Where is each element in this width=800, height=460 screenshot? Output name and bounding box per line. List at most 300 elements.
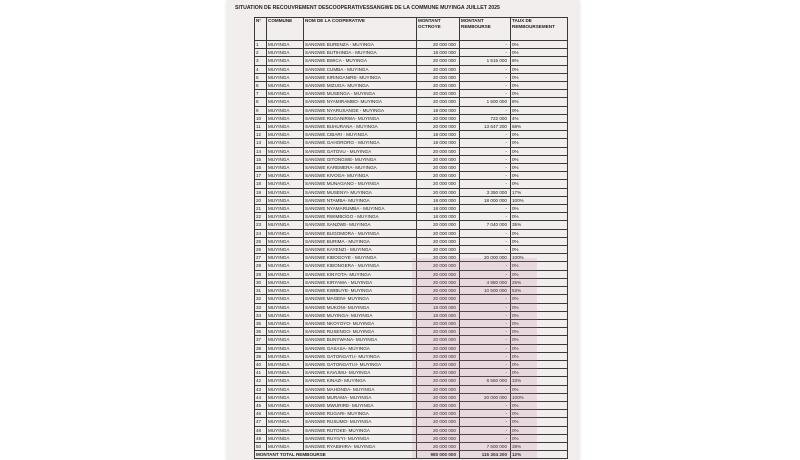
row-commune: MUYINGA bbox=[267, 180, 304, 188]
row-amount-repaid: - bbox=[460, 303, 511, 311]
row-amount-granted: 20 000 000 bbox=[417, 41, 460, 49]
row-amount-granted: 20 000 000 bbox=[417, 270, 460, 278]
row-number: 12 bbox=[255, 131, 267, 139]
row-amount-granted: 20 000 000 bbox=[417, 229, 460, 237]
table-row bbox=[255, 418, 568, 426]
row-amount-repaid: - bbox=[460, 369, 511, 377]
row-number: 5 bbox=[255, 73, 267, 81]
row-repayment-rate: 0% bbox=[511, 311, 568, 319]
row-cooperative-name: SANGWE NYAMIRAMBO- MUYINGA bbox=[304, 98, 417, 106]
row-cooperative-name: SANGWE MIZUGA- MUYINGA bbox=[304, 82, 417, 90]
row-repayment-rate: 0% bbox=[511, 385, 568, 393]
row-commune: MUYINGA bbox=[267, 98, 304, 106]
row-amount-granted: 20 000 000 bbox=[417, 246, 460, 254]
row-number: 32 bbox=[255, 295, 267, 303]
row-cooperative-name: SANGWE KIBONGERA - MUYINGA bbox=[304, 262, 417, 270]
header-amount-granted: MONTANT OCTROYE bbox=[417, 18, 460, 41]
row-number: 50 bbox=[255, 442, 267, 450]
row-number: 4 bbox=[255, 65, 267, 73]
row-repayment-rate: 17% bbox=[511, 188, 568, 196]
table-row bbox=[255, 377, 568, 385]
row-amount-granted: 18 000 000 bbox=[417, 303, 460, 311]
table-row bbox=[255, 246, 568, 254]
table-row bbox=[255, 434, 568, 442]
document-title: SITUATION DE RECOUVREMENT DESCOOPERATIVESSANGWE DE LA COMMUNE MUYINGA JUILLET 2025 bbox=[235, 5, 500, 11]
row-amount-granted: 18 000 000 bbox=[417, 106, 460, 114]
row-cooperative-name: SANGWE BURENZA - MUYINGA bbox=[304, 41, 417, 49]
table-row bbox=[255, 442, 568, 450]
row-amount-granted: 20 000 000 bbox=[417, 172, 460, 180]
row-commune: MUYINGA bbox=[267, 287, 304, 295]
row-cooperative-name: SANGWE MUSENYI- MUYINGA bbox=[304, 188, 417, 196]
row-amount-granted: 20 000 000 bbox=[417, 114, 460, 122]
row-number: 44 bbox=[255, 393, 267, 401]
row-repayment-rate: 0% bbox=[511, 369, 568, 377]
row-amount-granted: 20 000 000 bbox=[417, 90, 460, 98]
row-amount-granted: 20 000 000 bbox=[417, 393, 460, 401]
total-amount-repaid: 115 304 200 bbox=[460, 451, 511, 459]
row-cooperative-name: SANGWE RWIMBOGO - MUYINGA bbox=[304, 213, 417, 221]
row-amount-repaid: 7 500 000 bbox=[460, 442, 511, 450]
row-amount-repaid: 20 000 000 bbox=[460, 393, 511, 401]
row-repayment-rate: 8% bbox=[511, 98, 568, 106]
row-repayment-rate: 0% bbox=[511, 426, 568, 434]
row-repayment-rate: 0% bbox=[511, 262, 568, 270]
row-amount-granted: 20 000 000 bbox=[417, 155, 460, 163]
row-cooperative-name: SANGWE NYARUSANGE - MUYINGA bbox=[304, 106, 417, 114]
row-commune: MUYINGA bbox=[267, 65, 304, 73]
row-commune: MUYINGA bbox=[267, 278, 304, 286]
row-amount-repaid: 6 550 000 bbox=[460, 377, 511, 385]
table-row bbox=[255, 106, 568, 114]
row-amount-repaid: 20 000 000 bbox=[460, 254, 511, 262]
row-amount-repaid: - bbox=[460, 90, 511, 98]
row-amount-repaid: - bbox=[460, 155, 511, 163]
row-commune: MUYINGA bbox=[267, 196, 304, 204]
table-row bbox=[255, 426, 568, 434]
row-amount-granted: 20 000 000 bbox=[417, 98, 460, 106]
table-row bbox=[255, 123, 568, 131]
row-cooperative-name: SANGWE RUGARI- MUYINGA bbox=[304, 410, 417, 418]
row-commune: MUYINGA bbox=[267, 41, 304, 49]
row-amount-repaid: - bbox=[460, 180, 511, 188]
row-cooperative-name: SANGWE RUGANIRWA- MUYINGA bbox=[304, 114, 417, 122]
row-commune: MUYINGA bbox=[267, 369, 304, 377]
table-row bbox=[255, 82, 568, 90]
row-amount-repaid: - bbox=[460, 41, 511, 49]
row-number: 25 bbox=[255, 237, 267, 245]
row-number: 19 bbox=[255, 188, 267, 196]
row-cooperative-name: SANGWE GASASA- MUYINGA bbox=[304, 344, 417, 352]
recovery-table bbox=[254, 17, 568, 459]
table-row bbox=[255, 229, 568, 237]
row-amount-granted: 18 000 000 bbox=[417, 205, 460, 213]
table-row bbox=[255, 344, 568, 352]
row-amount-granted: 20 000 000 bbox=[417, 352, 460, 360]
table-row bbox=[255, 188, 568, 196]
table-row bbox=[255, 164, 568, 172]
row-amount-granted: 20 000 000 bbox=[417, 344, 460, 352]
row-repayment-rate: 0% bbox=[511, 147, 568, 155]
row-commune: MUYINGA bbox=[267, 147, 304, 155]
row-amount-granted: 20 000 000 bbox=[417, 287, 460, 295]
row-cooperative-name: SANGWE MAGENI- MUYINGA bbox=[304, 295, 417, 303]
row-repayment-rate: 0% bbox=[511, 303, 568, 311]
row-cooperative-name: SANGWE MUYINGA- MUYINGA bbox=[304, 311, 417, 319]
table-row bbox=[255, 352, 568, 360]
row-commune: MUYINGA bbox=[267, 344, 304, 352]
row-amount-repaid: - bbox=[460, 49, 511, 57]
row-amount-granted: 20 000 000 bbox=[417, 360, 460, 368]
row-number: 40 bbox=[255, 360, 267, 368]
table-row bbox=[255, 319, 568, 327]
row-commune: MUYINGA bbox=[267, 336, 304, 344]
row-repayment-rate: 0% bbox=[511, 90, 568, 98]
row-number: 15 bbox=[255, 155, 267, 163]
table-row bbox=[255, 410, 568, 418]
row-amount-repaid: 7 040 000 bbox=[460, 221, 511, 229]
row-number: 35 bbox=[255, 319, 267, 327]
row-amount-repaid: - bbox=[460, 229, 511, 237]
row-amount-repaid: 13 647 200 bbox=[460, 123, 511, 131]
row-number: 8 bbox=[255, 98, 267, 106]
row-amount-granted: 20 000 000 bbox=[417, 164, 460, 172]
row-cooperative-name: SANGWE GATOVU - MUYINGA bbox=[304, 147, 417, 155]
row-cooperative-name: SANGWE MAHONDA- MUYINGA bbox=[304, 385, 417, 393]
row-repayment-rate: 25% bbox=[511, 278, 568, 286]
row-repayment-rate: 0% bbox=[511, 336, 568, 344]
table-row bbox=[255, 237, 568, 245]
row-commune: MUYINGA bbox=[267, 213, 304, 221]
row-commune: MUYINGA bbox=[267, 90, 304, 98]
row-number: 7 bbox=[255, 90, 267, 98]
row-cooperative-name: SANGWE RYABIHIRA- MUYINGA bbox=[304, 442, 417, 450]
row-amount-granted: 18 000 000 bbox=[417, 139, 460, 147]
row-repayment-rate: 0% bbox=[511, 131, 568, 139]
row-amount-repaid: - bbox=[460, 360, 511, 368]
row-amount-granted: 20 000 000 bbox=[417, 82, 460, 90]
row-amount-granted: 20 000 000 bbox=[417, 57, 460, 65]
row-amount-granted: 20 000 000 bbox=[417, 369, 460, 377]
row-repayment-rate: 0% bbox=[511, 229, 568, 237]
row-repayment-rate: 100% bbox=[511, 254, 568, 262]
total-amount-granted: 980 000 000 bbox=[417, 451, 460, 459]
row-commune: MUYINGA bbox=[267, 155, 304, 163]
row-amount-granted: 20 000 000 bbox=[417, 385, 460, 393]
row-cooperative-name: SANGWE BUHURANA - MUYINGA bbox=[304, 123, 417, 131]
row-commune: MUYINGA bbox=[267, 262, 304, 270]
row-repayment-rate: 0% bbox=[511, 172, 568, 180]
row-number: 26 bbox=[255, 246, 267, 254]
row-number: 34 bbox=[255, 311, 267, 319]
row-number: 10 bbox=[255, 114, 267, 122]
table-body bbox=[255, 41, 568, 451]
row-amount-granted: 18 000 000 bbox=[417, 311, 460, 319]
row-amount-repaid: - bbox=[460, 237, 511, 245]
row-amount-repaid: - bbox=[460, 213, 511, 221]
row-number: 18 bbox=[255, 180, 267, 188]
table-row bbox=[255, 131, 568, 139]
row-repayment-rate: 0% bbox=[511, 352, 568, 360]
row-amount-repaid: - bbox=[460, 352, 511, 360]
row-commune: MUYINGA bbox=[267, 82, 304, 90]
row-amount-repaid: - bbox=[460, 262, 511, 270]
row-commune: MUYINGA bbox=[267, 49, 304, 57]
row-amount-repaid: - bbox=[460, 344, 511, 352]
row-number: 2 bbox=[255, 49, 267, 57]
row-amount-granted: 20 000 000 bbox=[417, 147, 460, 155]
table-row bbox=[255, 303, 568, 311]
row-amount-granted: 20 000 000 bbox=[417, 254, 460, 262]
table-row bbox=[255, 139, 568, 147]
table-row bbox=[255, 57, 568, 65]
row-amount-repaid: - bbox=[460, 336, 511, 344]
row-commune: MUYINGA bbox=[267, 377, 304, 385]
row-repayment-rate: 35% bbox=[511, 221, 568, 229]
total-row bbox=[255, 451, 568, 459]
row-amount-repaid: - bbox=[460, 131, 511, 139]
row-commune: MUYINGA bbox=[267, 172, 304, 180]
table-row bbox=[255, 155, 568, 163]
header-repayment-rate: TAUX DE REMBOURSEMENT bbox=[511, 18, 568, 41]
row-number: 20 bbox=[255, 196, 267, 204]
table-row bbox=[255, 114, 568, 122]
table-row bbox=[255, 172, 568, 180]
row-repayment-rate: 4% bbox=[511, 114, 568, 122]
row-amount-granted: 18 000 000 bbox=[417, 196, 460, 204]
row-repayment-rate: 0% bbox=[511, 205, 568, 213]
row-cooperative-name: SANGWE BUTIHINDA - MUYINGA bbox=[304, 49, 417, 57]
row-number: 49 bbox=[255, 434, 267, 442]
row-number: 13 bbox=[255, 139, 267, 147]
row-amount-repaid: - bbox=[460, 73, 511, 81]
table-row bbox=[255, 221, 568, 229]
row-repayment-rate: 68% bbox=[511, 123, 568, 131]
row-commune: MUYINGA bbox=[267, 106, 304, 114]
row-number: 33 bbox=[255, 303, 267, 311]
row-amount-repaid: - bbox=[460, 434, 511, 442]
row-number: 6 bbox=[255, 82, 267, 90]
row-amount-repaid: 10 500 000 bbox=[460, 287, 511, 295]
row-number: 23 bbox=[255, 221, 267, 229]
row-repayment-rate: 0% bbox=[511, 73, 568, 81]
row-repayment-rate: 0% bbox=[511, 139, 568, 147]
row-commune: MUYINGA bbox=[267, 123, 304, 131]
header-cooperative-name: NOM DE LA COOPERATIVE bbox=[304, 18, 417, 41]
row-commune: MUYINGA bbox=[267, 434, 304, 442]
row-amount-granted: 18 000 000 bbox=[417, 213, 460, 221]
table-row bbox=[255, 369, 568, 377]
row-cooperative-name: SANGWE KWIBUYE- MUYINGA bbox=[304, 287, 417, 295]
table-row bbox=[255, 287, 568, 295]
row-amount-granted: 20 000 000 bbox=[417, 319, 460, 327]
table-row bbox=[255, 41, 568, 49]
row-cooperative-name: SANGWE KAVUMU- MUYINGA bbox=[304, 369, 417, 377]
row-cooperative-name: SANGWE BURIMA - MUYINGA bbox=[304, 237, 417, 245]
row-cooperative-name: SANGWE GATONGATI.II- MUYINGA bbox=[304, 360, 417, 368]
row-amount-granted: 20 000 000 bbox=[417, 442, 460, 450]
row-commune: MUYINGA bbox=[267, 385, 304, 393]
table-row bbox=[255, 311, 568, 319]
row-repayment-rate: 0% bbox=[511, 106, 568, 114]
row-amount-granted: 20 000 000 bbox=[417, 237, 460, 245]
row-amount-granted: 20 000 000 bbox=[417, 221, 460, 229]
row-number: 31 bbox=[255, 287, 267, 295]
row-repayment-rate: 0% bbox=[511, 82, 568, 90]
row-cooperative-name: SANGWE GATONGATI.I- MUYINGA bbox=[304, 352, 417, 360]
row-cooperative-name: SANGWE CUMBA - MUYINGA bbox=[304, 65, 417, 73]
row-number: 45 bbox=[255, 401, 267, 409]
row-number: 42 bbox=[255, 377, 267, 385]
row-amount-granted: 20 000 000 bbox=[417, 328, 460, 336]
row-cooperative-name: SANGWE BUNYWANA- MUYINGA bbox=[304, 336, 417, 344]
table-row bbox=[255, 262, 568, 270]
row-repayment-rate: 0% bbox=[511, 344, 568, 352]
row-amount-granted: 20 000 000 bbox=[417, 295, 460, 303]
table-row bbox=[255, 254, 568, 262]
row-repayment-rate: 0% bbox=[511, 434, 568, 442]
row-cooperative-name: SANGWE KIRYAMA - MUYINGA bbox=[304, 278, 417, 286]
row-number: 3 bbox=[255, 57, 267, 65]
row-number: 27 bbox=[255, 254, 267, 262]
table-row bbox=[255, 73, 568, 81]
row-repayment-rate: 0% bbox=[511, 213, 568, 221]
row-number: 22 bbox=[255, 213, 267, 221]
row-amount-repaid: - bbox=[460, 426, 511, 434]
row-commune: MUYINGA bbox=[267, 114, 304, 122]
row-commune: MUYINGA bbox=[267, 205, 304, 213]
row-number: 37 bbox=[255, 336, 267, 344]
row-commune: MUYINGA bbox=[267, 303, 304, 311]
row-cooperative-name: SANGWE KIBOGOYE - MUYINGA bbox=[304, 254, 417, 262]
row-cooperative-name: SANGWE KIRINGANIRE- MUYINGA bbox=[304, 73, 417, 81]
table-row bbox=[255, 385, 568, 393]
table-row bbox=[255, 278, 568, 286]
row-number: 21 bbox=[255, 205, 267, 213]
row-commune: MUYINGA bbox=[267, 295, 304, 303]
row-commune: MUYINGA bbox=[267, 393, 304, 401]
row-cooperative-name: SANGWE MWURIRE- MUYINGA bbox=[304, 401, 417, 409]
table-row bbox=[255, 147, 568, 155]
row-repayment-rate: 0% bbox=[511, 41, 568, 49]
row-amount-granted: 20 000 000 bbox=[417, 123, 460, 131]
row-repayment-rate: 8% bbox=[511, 57, 568, 65]
row-amount-repaid: - bbox=[460, 164, 511, 172]
row-cooperative-name: SANGWE NKOYOYO- MUYINGA bbox=[304, 319, 417, 327]
row-amount-repaid: - bbox=[460, 319, 511, 327]
row-amount-repaid: - bbox=[460, 172, 511, 180]
row-commune: MUYINGA bbox=[267, 418, 304, 426]
row-number: 46 bbox=[255, 410, 267, 418]
row-repayment-rate: 0% bbox=[511, 295, 568, 303]
row-cooperative-name: SANGWE MUKONI- MUYINGA bbox=[304, 303, 417, 311]
table-row bbox=[255, 98, 568, 106]
table-row bbox=[255, 49, 568, 57]
row-commune: MUYINGA bbox=[267, 311, 304, 319]
row-number: 24 bbox=[255, 229, 267, 237]
row-repayment-rate: 0% bbox=[511, 180, 568, 188]
table-row bbox=[255, 65, 568, 73]
row-repayment-rate: 0% bbox=[511, 418, 568, 426]
row-commune: MUYINGA bbox=[267, 229, 304, 237]
row-cooperative-name: SANGWE KAYENZI - MUYINGA bbox=[304, 246, 417, 254]
row-repayment-rate: 0% bbox=[511, 319, 568, 327]
row-commune: MUYINGA bbox=[267, 246, 304, 254]
row-amount-repaid: - bbox=[460, 385, 511, 393]
row-amount-repaid: - bbox=[460, 410, 511, 418]
row-number: 47 bbox=[255, 418, 267, 426]
table-row bbox=[255, 196, 568, 204]
row-commune: MUYINGA bbox=[267, 328, 304, 336]
row-cooperative-name: SANGWE RUTOKE- MUYINGA bbox=[304, 426, 417, 434]
row-amount-repaid: - bbox=[460, 139, 511, 147]
table-row bbox=[255, 205, 568, 213]
row-repayment-rate: 0% bbox=[511, 237, 568, 245]
row-cooperative-name: SANGWE BWICA - MUYINGA bbox=[304, 57, 417, 65]
row-repayment-rate: 0% bbox=[511, 270, 568, 278]
row-cooperative-name: SANGWE KINYOTA- MUYINGA bbox=[304, 270, 417, 278]
row-number: 16 bbox=[255, 164, 267, 172]
row-repayment-rate: 0% bbox=[511, 164, 568, 172]
total-label: MONTANT TOTAL REMBOURSE bbox=[255, 451, 417, 459]
row-commune: MUYINGA bbox=[267, 426, 304, 434]
row-repayment-rate: 0% bbox=[511, 410, 568, 418]
row-cooperative-name: SANGWE MURAMA- MUYINGA bbox=[304, 393, 417, 401]
row-repayment-rate: 0% bbox=[511, 49, 568, 57]
row-amount-repaid: - bbox=[460, 65, 511, 73]
table-row bbox=[255, 336, 568, 344]
document-page bbox=[227, 0, 579, 460]
row-repayment-rate: 0% bbox=[511, 246, 568, 254]
row-cooperative-name: SANGWE KIVOGA- MUYINGA bbox=[304, 172, 417, 180]
row-amount-repaid: - bbox=[460, 106, 511, 114]
row-number: 39 bbox=[255, 352, 267, 360]
row-amount-granted: 20 000 000 bbox=[417, 73, 460, 81]
row-commune: MUYINGA bbox=[267, 131, 304, 139]
row-amount-granted: 20 000 000 bbox=[417, 278, 460, 286]
row-repayment-rate: 0% bbox=[511, 155, 568, 163]
row-cooperative-name: SANGWE GAHORORO - MUYINGA bbox=[304, 139, 417, 147]
row-amount-repaid: 1 500 000 bbox=[460, 98, 511, 106]
row-amount-repaid: 1 515 000 bbox=[460, 57, 511, 65]
row-amount-granted: 20 000 000 bbox=[417, 418, 460, 426]
row-cooperative-name: SANGWE RUSUMO- MUYINGA bbox=[304, 418, 417, 426]
row-cooperative-name: SANGWE KAREMERA- MUYINGA bbox=[304, 164, 417, 172]
row-number: 43 bbox=[255, 385, 267, 393]
row-repayment-rate: 0% bbox=[511, 65, 568, 73]
table-header-row bbox=[255, 18, 568, 41]
row-cooperative-name: SANGWE RUYIVYI- MUYINGA bbox=[304, 434, 417, 442]
row-amount-granted: 20 000 000 bbox=[417, 434, 460, 442]
row-cooperative-name: SANGWE KINAZI- MUYINGA bbox=[304, 377, 417, 385]
row-cooperative-name: SANGWE NYAMARUMBA - MUYINGA bbox=[304, 205, 417, 213]
row-repayment-rate: 0% bbox=[511, 401, 568, 409]
row-commune: MUYINGA bbox=[267, 57, 304, 65]
row-amount-repaid: - bbox=[460, 311, 511, 319]
row-commune: MUYINGA bbox=[267, 352, 304, 360]
row-amount-repaid: 18 000 000 bbox=[460, 196, 511, 204]
row-commune: MUYINGA bbox=[267, 164, 304, 172]
row-amount-granted: 20 000 000 bbox=[417, 65, 460, 73]
row-amount-granted: 20 000 000 bbox=[417, 410, 460, 418]
row-cooperative-name: SANGWE NTAMBA- MUYINGA bbox=[304, 196, 417, 204]
row-amount-granted: 18 000 000 bbox=[417, 131, 460, 139]
row-commune: MUYINGA bbox=[267, 73, 304, 81]
row-cooperative-name: SANGWE MUSENGA - MUYINGA bbox=[304, 90, 417, 98]
header-commune: COMMUNE bbox=[267, 18, 304, 41]
table-row bbox=[255, 180, 568, 188]
row-number: 30 bbox=[255, 278, 267, 286]
